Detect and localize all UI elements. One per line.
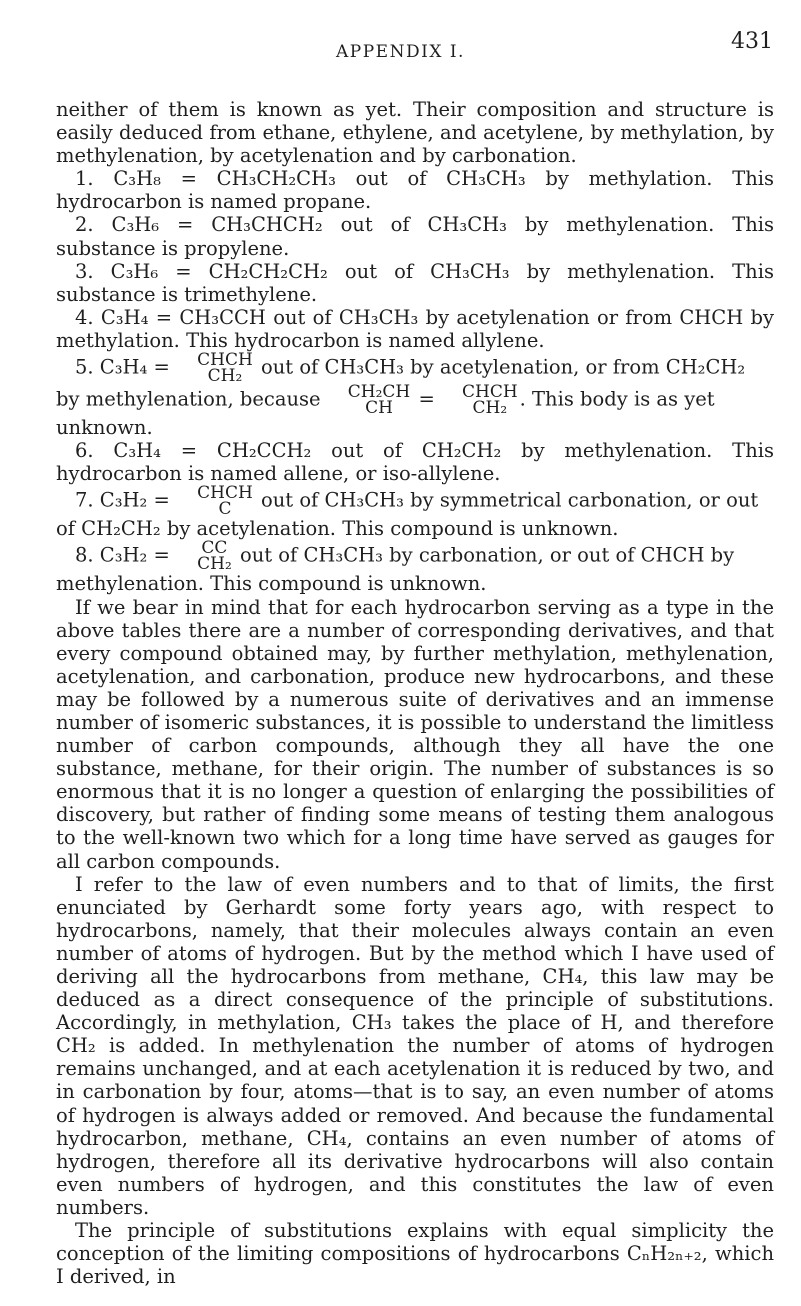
page-header (0, 16, 801, 62)
paragraph-bear-in-mind: If we bear in mind that for each hydrocarbon serving as a type in the above tables there are a number of corresponding derivatives, and that every compound obtained may, by further methylation, methylenation, acetylenation, and carbonation, produce new hydrocarbons, and these may be followed by a numerous suite of derivatives and an immense number of isomeric substances, it is possible to understand the limitless number of carbon compounds, although they all have the one substance, methane, for their origin. The number of substances is so enormous that it is no longer a question of enlarging the possibilities of discovery, but rather of finding some means of testing them analogous to the well-known two which for a long time have served as gauges for all carbon compounds. (56, 595, 774, 873)
formula-fraction (178, 350, 253, 387)
paragraph-principle: The principle of substitutions explains with equal simplicity the conception of the limiting compositions of hydrocarbons CₙH₂ₙ₊₂, which I derived, in (56, 1219, 774, 1289)
formula-fraction (329, 382, 411, 419)
frac-top: CHCH (197, 483, 253, 504)
item5-text: out of CH₃CH₃ by acetylenation, or from CH₂CH₂ by methylenation, because (56, 355, 746, 411)
formula-fraction (443, 382, 518, 419)
frac-bottom: CH₂ (472, 398, 508, 419)
page-body (56, 98, 774, 1288)
list-item-1: 1. C₃H₈ = CH₃CH₂CH₃ out of CH₃CH₃ by methylation. This hydrocarbon is named propane. (56, 167, 774, 214)
frac-bottom: CH₂ (197, 554, 232, 575)
frac-bottom: CH₂ (207, 366, 243, 387)
list-item-6: 6. C₃H₄ = CH₂CCH₂ out of CH₂CH₂ by methylenation. This hydrocarbon is named allene, or iso-allylene. (56, 439, 774, 486)
item8-lead: 8. C₃H₂ = (75, 543, 170, 567)
intro-paragraph: neither of them is known as yet. Their composition and structure is easily deduced from ethane, ethylene, and acetylene, by methylation, by methylenation, by acetylenation and by carbonation. (56, 98, 774, 168)
item5-tail: . This body is as yet unknown. (56, 387, 715, 440)
item7-lead: 7. C₃H₂ = (75, 488, 170, 512)
frac-top: CC (201, 538, 228, 559)
list-item-7 (56, 485, 774, 540)
formula-fraction (178, 538, 232, 575)
item8-tail: out of CH₃CH₃ by carbonation, or out of CHCH by methylenation. This compound is unknown. (56, 543, 735, 596)
list-item-8 (56, 540, 774, 595)
frac-top: CHCH (461, 382, 518, 403)
formula-fraction (178, 483, 253, 520)
frac-top: CHCH (197, 350, 253, 371)
page-number: 431 (731, 29, 773, 54)
frac-bottom: C (218, 499, 232, 520)
item7-tail: out of CH₃CH₃ by symmetrical carbonation, or out of CH₂CH₂ by acetylenation. This compound is unknown. (56, 488, 759, 541)
list-item-3: 3. C₃H₆ = CH₂CH₂CH₂ out of CH₃CH₃ by methylenation. This substance is trimethylene. (56, 259, 774, 306)
paragraph-law-of-even-numbers: I refer to the law of even numbers and to that of limits, the first enunciated by Gerhardt some forty years ago, with respect to hydrocarbons, namely, that their molecules always contain an even number of atoms of hydrogen. But by the method which I have used of deriving all the hydrocarbons from methane, CH₄, this law may be deduced as a direct consequence of the principle of substitutions. Accordingly, in methylation, CH₃ takes the place of H, and therefore CH₂ is added. In methylenation the number of atoms of hydrogen remains unchanged, and at each acetylenation it is reduced by two, and in carbonation by four, atoms—that is to say, an even number of atoms of hydrogen is always added or removed. And because the fundamental hydrocarbon, methane, CH₄, contains an even number of atoms of hydrogen, therefore all its derivative hydrocarbons will also contain even numbers of hydrogen, and this constitutes the law of even numbers. (56, 872, 774, 1219)
equals-sign: = (418, 387, 435, 411)
list-item-5 (56, 352, 774, 439)
frac-bottom: CH (365, 398, 393, 419)
list-item-2: 2. C₃H₆ = CH₃CHCH₂ out of CH₃CH₃ by methylenation. This substance is propylene. (56, 213, 774, 260)
running-head: APPENDIX I. (336, 42, 465, 62)
list-item-4: 4. C₃H₄ = CH₃CCH out of CH₃CH₃ by acetylenation or from CHCH by methylation. This hydrocarbon is named allylene. (56, 305, 774, 352)
frac-top: CH₂CH (347, 382, 411, 403)
item5-lead: 5. C₃H₄ = (75, 355, 170, 379)
